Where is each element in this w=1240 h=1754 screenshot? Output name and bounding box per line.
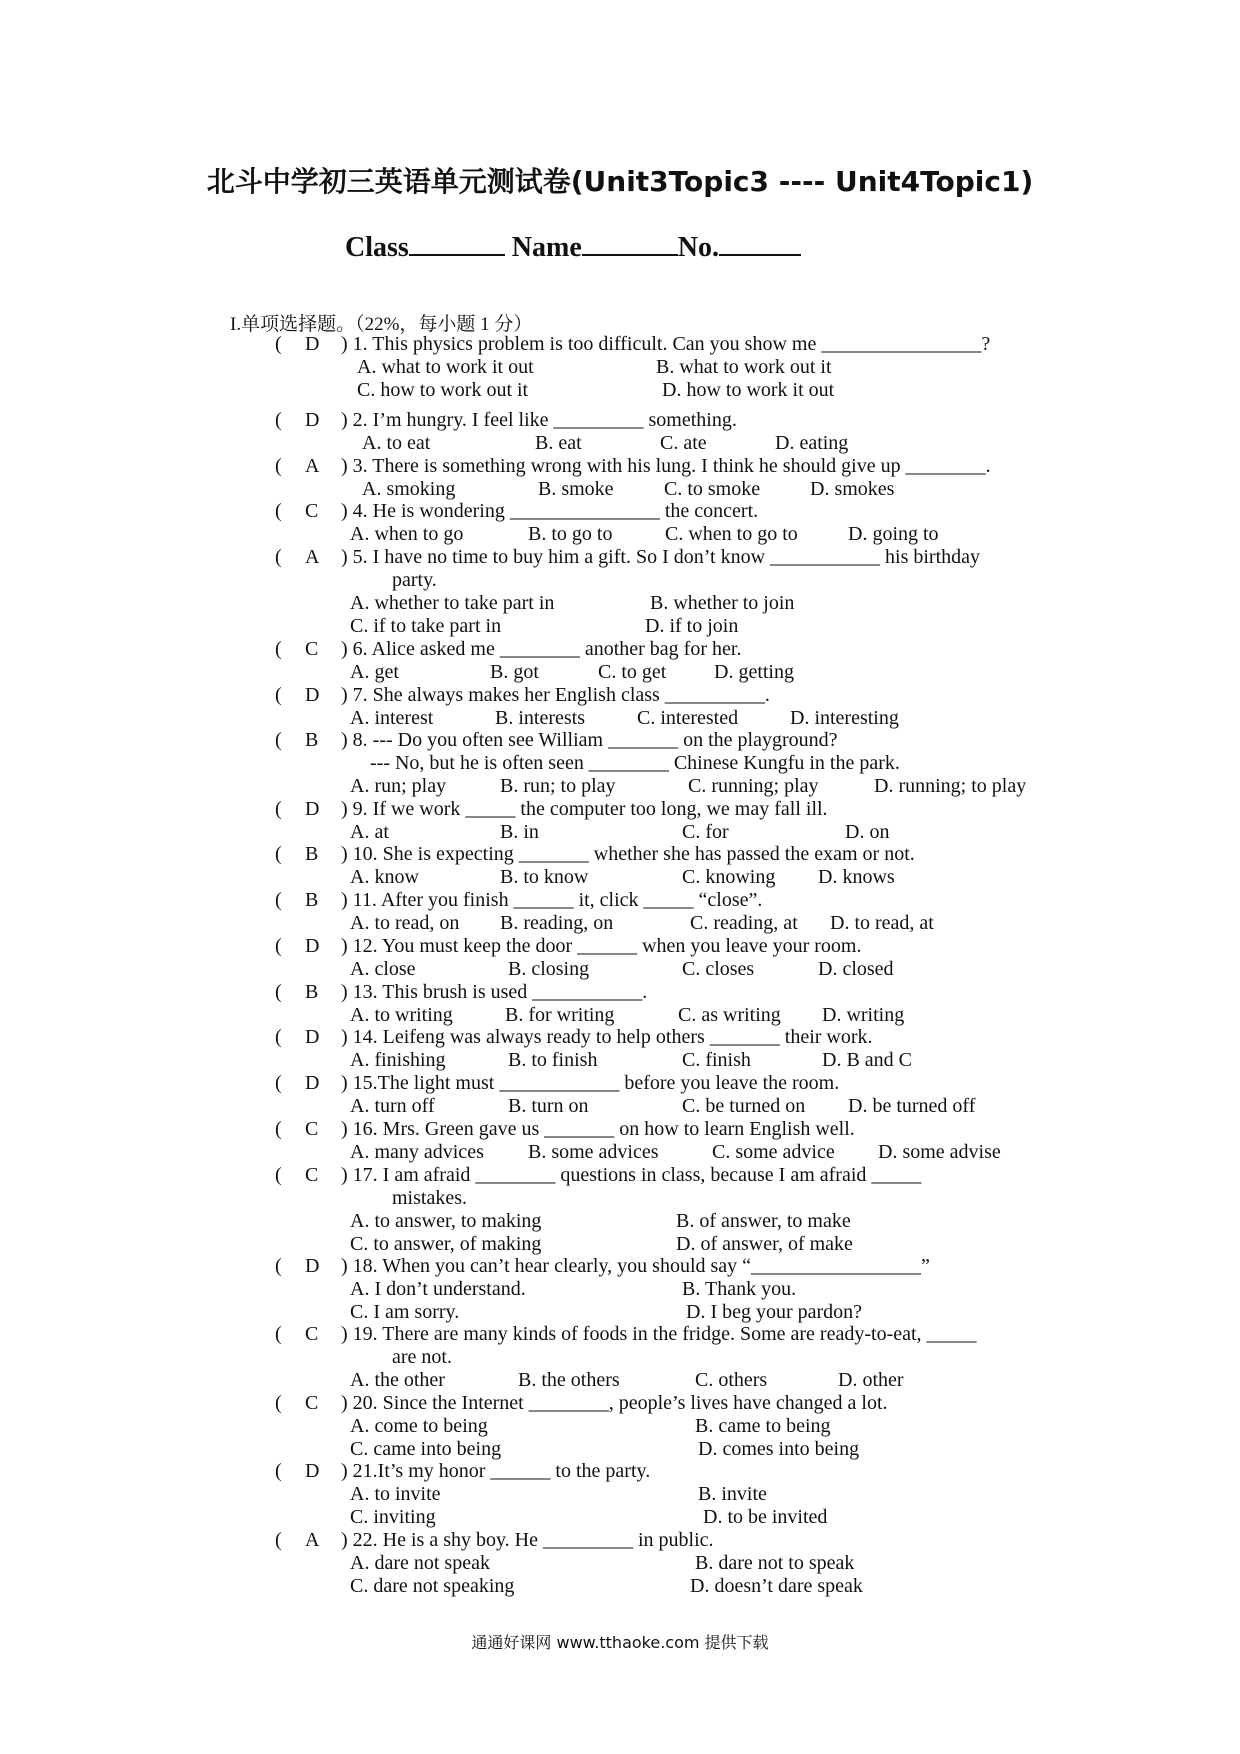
student-info-line <box>345 232 801 264</box>
answer-letter: B <box>305 729 319 751</box>
answer-letter: C <box>305 1164 319 1186</box>
question-stem-continued: --- No, but he is often seen ________ Chinese Kungfu in the park. <box>370 752 900 774</box>
question-stem: ) 4. He is wondering _______________ the concert. <box>341 500 759 522</box>
answer-paren: ( <box>275 546 282 568</box>
option-a: A. I don’t understand. <box>350 1278 526 1300</box>
option-c: C. for <box>682 821 729 843</box>
answer-paren: ( <box>275 981 282 1003</box>
answer-letter: D <box>305 684 320 706</box>
option-c: C. how to work out it <box>357 379 529 401</box>
option-c: C. interested <box>637 707 739 729</box>
question-stem: ) 10. She is expecting _______ whether she has passed the exam or not. <box>341 843 915 865</box>
answer-letter: C <box>305 1118 319 1140</box>
option-d: D. interesting <box>790 707 899 729</box>
answer-paren: ( <box>275 1255 282 1277</box>
answer-paren: ( <box>275 729 282 751</box>
option-c: C. to get <box>598 661 667 683</box>
answer-letter: D <box>305 798 320 820</box>
option-b: B. to know <box>500 866 589 888</box>
option-a: A. smoking <box>362 478 456 500</box>
option-b: B. reading, on <box>500 912 614 934</box>
answer-letter: D <box>305 935 320 957</box>
answer-paren: ( <box>275 1392 282 1414</box>
option-c: C. to smoke <box>664 478 761 500</box>
option-d: D. writing <box>822 1004 905 1026</box>
option-a: A. turn off <box>350 1095 435 1117</box>
option-b: B. what to work out it <box>656 356 832 378</box>
class-blank <box>409 232 505 256</box>
option-a: A. get <box>350 661 399 683</box>
option-a: A. whether to take part in <box>350 592 555 614</box>
option-d: D. running; to play <box>874 775 1027 797</box>
option-c: C. some advice <box>712 1141 835 1163</box>
option-a: A. to read, on <box>350 912 460 934</box>
question-stem: ) 16. Mrs. Green gave us _______ on how to learn English well. <box>341 1118 855 1140</box>
option-d: D. doesn’t dare speak <box>690 1575 863 1597</box>
answer-letter: C <box>305 500 319 522</box>
option-c: C. I am sorry. <box>350 1301 460 1323</box>
option-a: A. to writing <box>350 1004 453 1026</box>
answer-paren: ( <box>275 1323 282 1345</box>
option-a: A. run; play <box>350 775 447 797</box>
question-stem: ) 18. When you can’t hear clearly, you should say “_________________” <box>341 1255 930 1277</box>
option-c: C. knowing <box>682 866 776 888</box>
question-stem: ) 6. Alice asked me ________ another bag for her. <box>341 638 742 660</box>
answer-letter: C <box>305 1392 319 1414</box>
option-a: A. to eat <box>362 432 431 454</box>
option-b: B. closing <box>508 958 590 980</box>
answer-paren: ( <box>275 889 282 911</box>
class-label: Class <box>345 232 409 263</box>
option-d: D. be turned off <box>848 1095 976 1117</box>
option-d: D. smokes <box>810 478 895 500</box>
answer-letter: D <box>305 409 320 431</box>
name-label: Name <box>511 232 582 263</box>
option-a: A. when to go <box>350 523 464 545</box>
option-c: C. be turned on <box>682 1095 806 1117</box>
option-a: A. to answer, to making <box>350 1210 542 1232</box>
option-a: A. many advices <box>350 1141 484 1163</box>
option-c: C. dare not speaking <box>350 1575 515 1597</box>
option-d: D. to read, at <box>830 912 934 934</box>
answer-letter: C <box>305 1323 319 1345</box>
option-d: D. comes into being <box>698 1438 860 1460</box>
option-b: B. dare not to speak <box>695 1552 855 1574</box>
question-stem: ) 2. I’m hungry. I feel like _________ something. <box>341 409 737 431</box>
answer-paren: ( <box>275 798 282 820</box>
option-c: C. reading, at <box>690 912 798 934</box>
option-b: B. to finish <box>508 1049 598 1071</box>
option-c: C. closes <box>682 958 755 980</box>
option-b: B. got <box>490 661 539 683</box>
option-d: D. closed <box>818 958 894 980</box>
option-a: A. know <box>350 866 419 888</box>
answer-paren: ( <box>275 455 282 477</box>
option-c: C. running; play <box>688 775 819 797</box>
option-a: A. come to being <box>350 1415 488 1437</box>
answer-letter: D <box>305 1460 320 1482</box>
question-stem-continued: are not. <box>392 1346 452 1368</box>
option-a: A. the other <box>350 1369 445 1391</box>
option-d: D. eating <box>775 432 849 454</box>
question-stem: ) 13. This brush is used ___________. <box>341 981 648 1003</box>
option-b: B. of answer, to make <box>676 1210 851 1232</box>
option-c: C. came into being <box>350 1438 502 1460</box>
answer-letter: B <box>305 843 319 865</box>
option-b: B. eat <box>535 432 582 454</box>
answer-paren: ( <box>275 684 282 706</box>
option-d: D. B and C <box>822 1049 912 1071</box>
question-stem: ) 20. Since the Internet ________, people’s lives have changed a lot. <box>341 1392 888 1414</box>
question-stem: ) 7. She always makes her English class __________. <box>341 684 770 706</box>
question-stem: ) 1. This physics problem is too difficult. Can you show me ________________? <box>341 333 991 355</box>
answer-letter: A <box>305 455 320 477</box>
option-b: B. Thank you. <box>682 1278 797 1300</box>
answer-paren: ( <box>275 333 282 355</box>
question-stem: ) 3. There is something wrong with his lung. I think he should give up ________. <box>341 455 991 477</box>
option-b: B. the others <box>518 1369 620 1391</box>
option-a: A. to invite <box>350 1483 441 1505</box>
answer-letter: D <box>305 1072 320 1094</box>
answer-letter: B <box>305 981 319 1003</box>
option-d: D. on <box>845 821 890 843</box>
no-blank <box>719 232 801 256</box>
option-b: B. interests <box>495 707 585 729</box>
option-b: B. whether to join <box>650 592 795 614</box>
question-stem: ) 21.It’s my honor ______ to the party. <box>341 1460 651 1482</box>
option-a: A. finishing <box>350 1049 446 1071</box>
question-stem: ) 5. I have no time to buy him a gift. So I don’t know ___________ his birthday <box>341 546 981 568</box>
option-d: D. other <box>838 1369 904 1391</box>
option-d: D. going to <box>848 523 939 545</box>
option-c: C. finish <box>682 1049 751 1071</box>
answer-paren: ( <box>275 1529 282 1551</box>
answer-paren: ( <box>275 638 282 660</box>
answer-letter: D <box>305 1026 320 1048</box>
question-stem-continued: party. <box>392 569 437 591</box>
option-c: C. when to go to <box>665 523 798 545</box>
option-b: B. to go to <box>528 523 613 545</box>
answer-paren: ( <box>275 935 282 957</box>
question-stem: ) 19. There are many kinds of foods in the fridge. Some are ready-to-eat, _____ <box>341 1323 977 1345</box>
question-stem-continued: mistakes. <box>392 1187 467 1209</box>
answer-paren: ( <box>275 843 282 865</box>
answer-letter: D <box>305 333 320 355</box>
answer-letter: A <box>305 546 320 568</box>
option-d: D. how to work it out <box>662 379 835 401</box>
question-stem: ) 12. You must keep the door ______ when you leave your room. <box>341 935 862 957</box>
option-a: A. dare not speak <box>350 1552 490 1574</box>
answer-letter: A <box>305 1529 320 1551</box>
option-b: B. smoke <box>538 478 614 500</box>
question-stem: ) 22. He is a shy boy. He _________ in public. <box>341 1529 714 1551</box>
no-label: No. <box>677 232 720 263</box>
question-stem: ) 8. --- Do you often see William _______ on the playground? <box>341 729 838 751</box>
option-d: D. if to join <box>645 615 739 637</box>
option-c: C. others <box>695 1369 768 1391</box>
option-d: D. of answer, of make <box>676 1233 853 1255</box>
option-a: A. at <box>350 821 389 843</box>
question-stem: ) 15.The light must ____________ before you leave the room. <box>341 1072 840 1094</box>
name-blank <box>582 232 678 256</box>
answer-paren: ( <box>275 1026 282 1048</box>
option-c: C. if to take part in <box>350 615 502 637</box>
answer-paren: ( <box>275 1072 282 1094</box>
exam-title: 北斗中学初三英语单元测试卷(Unit3Topic3 ---- Unit4Topic1) <box>206 165 1034 198</box>
option-b: B. turn on <box>508 1095 589 1117</box>
answer-paren: ( <box>275 1164 282 1186</box>
answer-letter: B <box>305 889 319 911</box>
option-d: D. getting <box>714 661 794 683</box>
option-b: B. invite <box>698 1483 767 1505</box>
option-b: B. for writing <box>505 1004 615 1026</box>
option-b: B. run; to play <box>500 775 616 797</box>
option-d: D. some advise <box>878 1141 1001 1163</box>
option-c: C. inviting <box>350 1506 436 1528</box>
option-b: B. in <box>500 821 539 843</box>
option-b: B. some advices <box>528 1141 659 1163</box>
option-a: A. close <box>350 958 416 980</box>
option-c: C. as writing <box>678 1004 781 1026</box>
question-stem: ) 17. I am afraid ________ questions in class, because I am afraid _____ <box>341 1164 922 1186</box>
answer-paren: ( <box>275 500 282 522</box>
answer-paren: ( <box>275 409 282 431</box>
option-a: A. what to work it out <box>357 356 534 378</box>
option-c: C. to answer, of making <box>350 1233 542 1255</box>
question-stem: ) 11. After you finish ______ it, click _____ “close”. <box>341 889 763 911</box>
question-stem: ) 9. If we work _____ the computer too long, we may fall ill. <box>341 798 828 820</box>
answer-paren: ( <box>275 1460 282 1482</box>
section-title: I.单项选择题。（22%，每小题 1 分） <box>230 314 533 335</box>
option-b: B. came to being <box>695 1415 831 1437</box>
answer-paren: ( <box>275 1118 282 1140</box>
answer-letter: D <box>305 1255 320 1277</box>
option-a: A. interest <box>350 707 434 729</box>
question-stem: ) 14. Leifeng was always ready to help others _______ their work. <box>341 1026 873 1048</box>
footer-text: 通通好课网 www.tthaoke.com 提供下载 <box>471 1633 769 1652</box>
option-c: C. ate <box>660 432 707 454</box>
answer-letter: C <box>305 638 319 660</box>
option-d: D. I beg your pardon? <box>686 1301 863 1323</box>
option-d: D. to be invited <box>703 1506 828 1528</box>
option-d: D. knows <box>818 866 895 888</box>
